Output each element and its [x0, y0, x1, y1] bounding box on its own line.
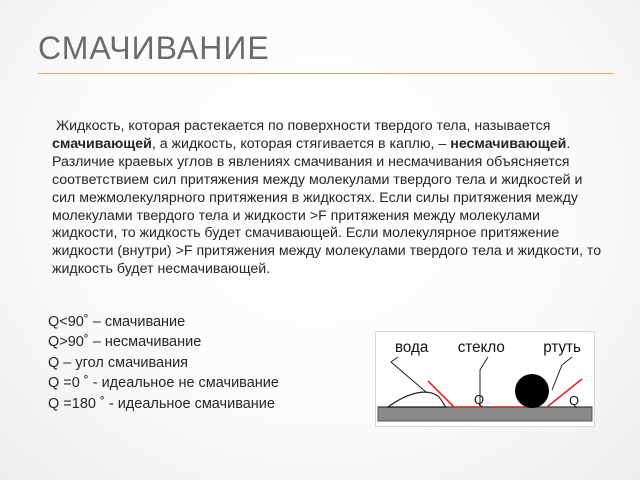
- term-wetting: смачивающей: [52, 135, 152, 152]
- paragraph-text-3: . Различие краевых углов в явлениях смачивания и несмачивания объясняется соответствием сил притяжения между молекулами твердого тела и жидкостей и сил межмолекулярного притяжения в жидкостях. Если силы притяжения между молекулами твердого тела и жидкости >F притяжения между молекулами жидкости, то жидкость будет смачивающей. Если молекулярное притяжение жидкости (внутри) >F притяжения между молекулами твердого тела и жидкости, то жидкость будет несмачивающей.: [52, 135, 602, 278]
- paragraph-text-2: , а жидкость, которая стягивается в каплю, –: [151, 135, 451, 152]
- mercury-drop: [515, 374, 549, 408]
- slide-title: СМАЧИВАНИЕ: [38, 30, 270, 66]
- contact-angle-list: [48, 312, 368, 414]
- title-divider: [38, 73, 614, 74]
- angle-item-nonwetting: Q>90˚ – несмачивание: [48, 334, 202, 351]
- term-nonwetting: несмачивающей: [450, 135, 567, 152]
- label-glass: стекло: [457, 338, 505, 357]
- paragraph-text-1: Жидкость, которая растекается по поверхности твердого тела, называется: [56, 118, 551, 134]
- label-mercury: ртуть: [543, 338, 581, 357]
- glass-plate: [378, 407, 592, 421]
- wetting-diagram: [375, 331, 595, 427]
- definition-paragraph: [52, 118, 604, 279]
- leader-mercury: [552, 357, 572, 390]
- angle-label-water: Q: [474, 392, 485, 407]
- angle-item-definition: Q – угол смачивания: [48, 354, 189, 371]
- angle-item-180: Q =180 ˚ - идеальное смачивание: [48, 395, 275, 412]
- angle-item-wetting: Q<90˚ – смачивание: [48, 314, 186, 330]
- label-water: вода: [395, 338, 429, 357]
- angle-item-zero: Q =0 ˚ - идеальное не смачивание: [48, 375, 279, 392]
- water-drop: [388, 392, 446, 407]
- wetting-diagram-svg: [376, 332, 594, 426]
- angle-label-mercury: Q: [569, 393, 580, 408]
